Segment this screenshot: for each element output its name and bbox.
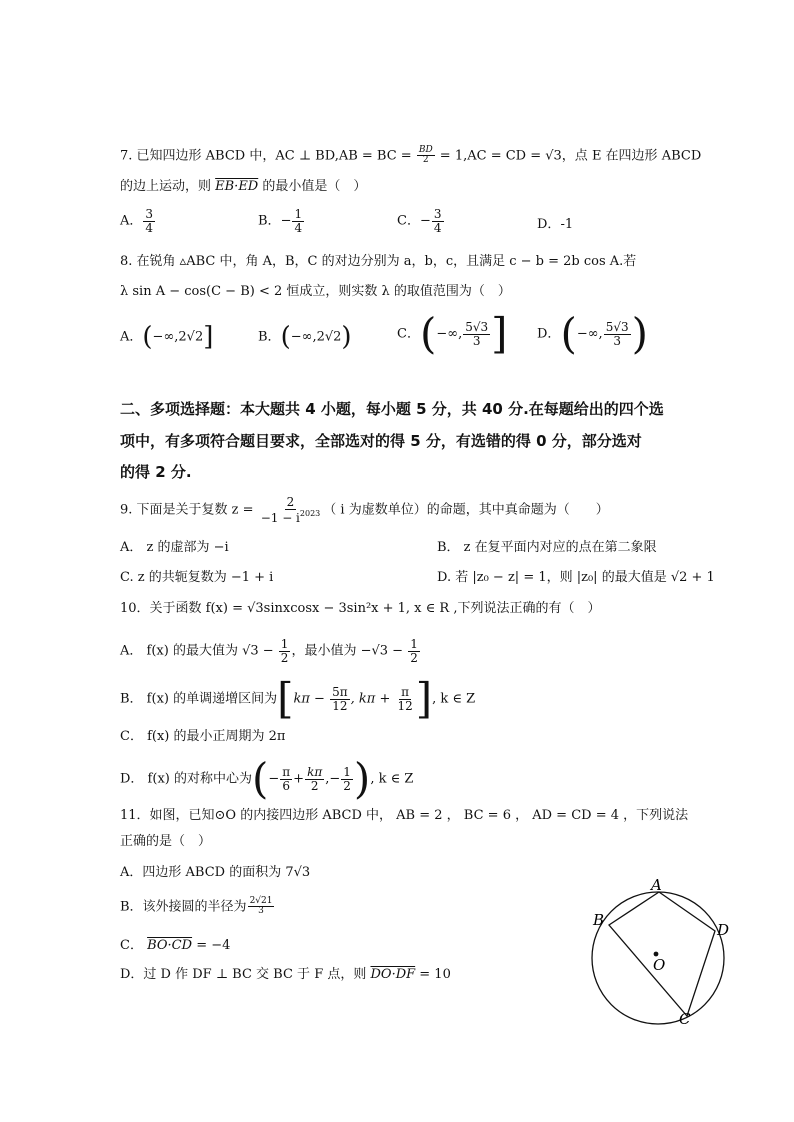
q9-stem: 9. 下面是关于复数 z = $\frac{2}{-1 - i^{2023}}$ （ i 为虚数单位）的命题，其中真命题为（ ） (120, 495, 609, 525)
q10-stem: 10．关于函数 f(x) = √3sinxcosx − 3sin²x + 1, x ∈ R ,下列说法正确的有（ ） (120, 601, 601, 616)
q8-line2: λ sin A − cos(C − B) < 2 恒成立，则实数 λ 的取值范围为（ ） (120, 284, 511, 299)
vector-bo-cd: BO·CD (147, 938, 193, 953)
q7-option-a: A． $\frac{3}{4}$ (120, 207, 154, 235)
section-2-line3: 的得 2 分. (120, 463, 192, 481)
section-2-line2: 项中，有多项符合题目要求，全部选对的得 5 分，有选错的得 0 分，部分选对 (120, 432, 642, 450)
label-c: C (679, 1010, 691, 1028)
q11-option-d: D．过 D 作 DF ⊥ BC 交 BC 于 F 点，则 DO·DF = 10 (120, 967, 451, 982)
section-2-line1: 二、多项选择题：本大题共 4 小题，每小题 5 分，共 40 分.在每题给出的四个选 (120, 400, 664, 418)
q10-option-c: C． f(x) 的最小正周期为 2π (120, 729, 286, 744)
circle-quadrilateral-figure (585, 870, 745, 1030)
q7-option-c: C．− $\frac{3}{4}$ (397, 207, 442, 235)
q8-option-b: B．(−∞,2√2) (258, 322, 352, 352)
q7-option-d: D．-1 (537, 217, 574, 232)
q11-option-b: B．该外接圆的半径为 $\frac{2√21}{3}$ (120, 896, 273, 917)
q9-option-a: A． z 的虚部为 −i (120, 540, 229, 555)
q8-option-c: C．(−∞, $\frac{5√3}{3}$ ] (397, 309, 508, 358)
label-b: B (593, 911, 605, 929)
q11-option-a: A．四边形 ABCD 的面积为 7√3 (120, 865, 311, 880)
label-o: O (653, 956, 666, 974)
q11-line1: 11．如图，已知⊙O 的内接四边形 ABCD 中， AB = 2 ， BC = 6 ， AD = CD = 4 ，下列说法 (120, 808, 689, 823)
q9-option-d: D. 若 |z₀ − z| = 1，则 |z₀| 的最大值是 √2 + 1 (437, 570, 715, 585)
vector-do-df: DO·DF (370, 967, 416, 982)
q10-option-b: B． f(x) 的单调递增区间为[kπ − $\frac{5\pi}{12}$ , kπ + $\frac{\pi}{12}$ ], k ∈ Z (120, 674, 476, 723)
vector-eb-ed: EB·ED (215, 179, 259, 194)
q11-option-c: C． BO·CD = −4 (120, 938, 231, 953)
q8-line1: 8. 在锐角 ▵ABC 中，角 A，B，C 的对边分别为 a，b，c，且满足 c − b = 2b cos A.若 (120, 254, 637, 269)
q8-option-d: D．(−∞, $\frac{5√3}{3}$ ) (537, 309, 648, 358)
label-d: D (717, 921, 730, 939)
q11-line2: 正确的是（ ） (120, 834, 212, 849)
label-a: A (651, 876, 662, 894)
q7-line1: 7. 已知四边形 ABCD 中，AC ⊥ BD,AB = BC = $\frac{BD}{2}$ = 1,AC = CD = √3，点 E 在四边形 ABCD (120, 145, 702, 166)
q10-option-a: A． f(x) 的最大值为 √3 − $\frac{1}{2}$ ，最小值为 −√3 − $\frac{1}{2}$ (120, 637, 418, 665)
q9-option-b: B． z 在复平面内对应的点在第二象限 (437, 540, 657, 555)
q7-line2: 的边上运动，则 EB·ED 的最小值是（ ） (120, 179, 367, 194)
q7-option-b: B．− $\frac{1}{4}$ (258, 207, 303, 235)
q10-option-d: D． f(x) 的对称中心为(− $\frac{\pi}{6}$ + $\frac{k\pi}{2}$ ,− $\frac{1}{2}$ ), k ∈ Z (120, 754, 414, 803)
q9-option-c: C. z 的共轭复数为 −1 + i (120, 570, 274, 585)
quadrilateral-abcd (609, 892, 715, 1016)
q8-option-a: A．(−∞,2√2] (120, 322, 214, 352)
